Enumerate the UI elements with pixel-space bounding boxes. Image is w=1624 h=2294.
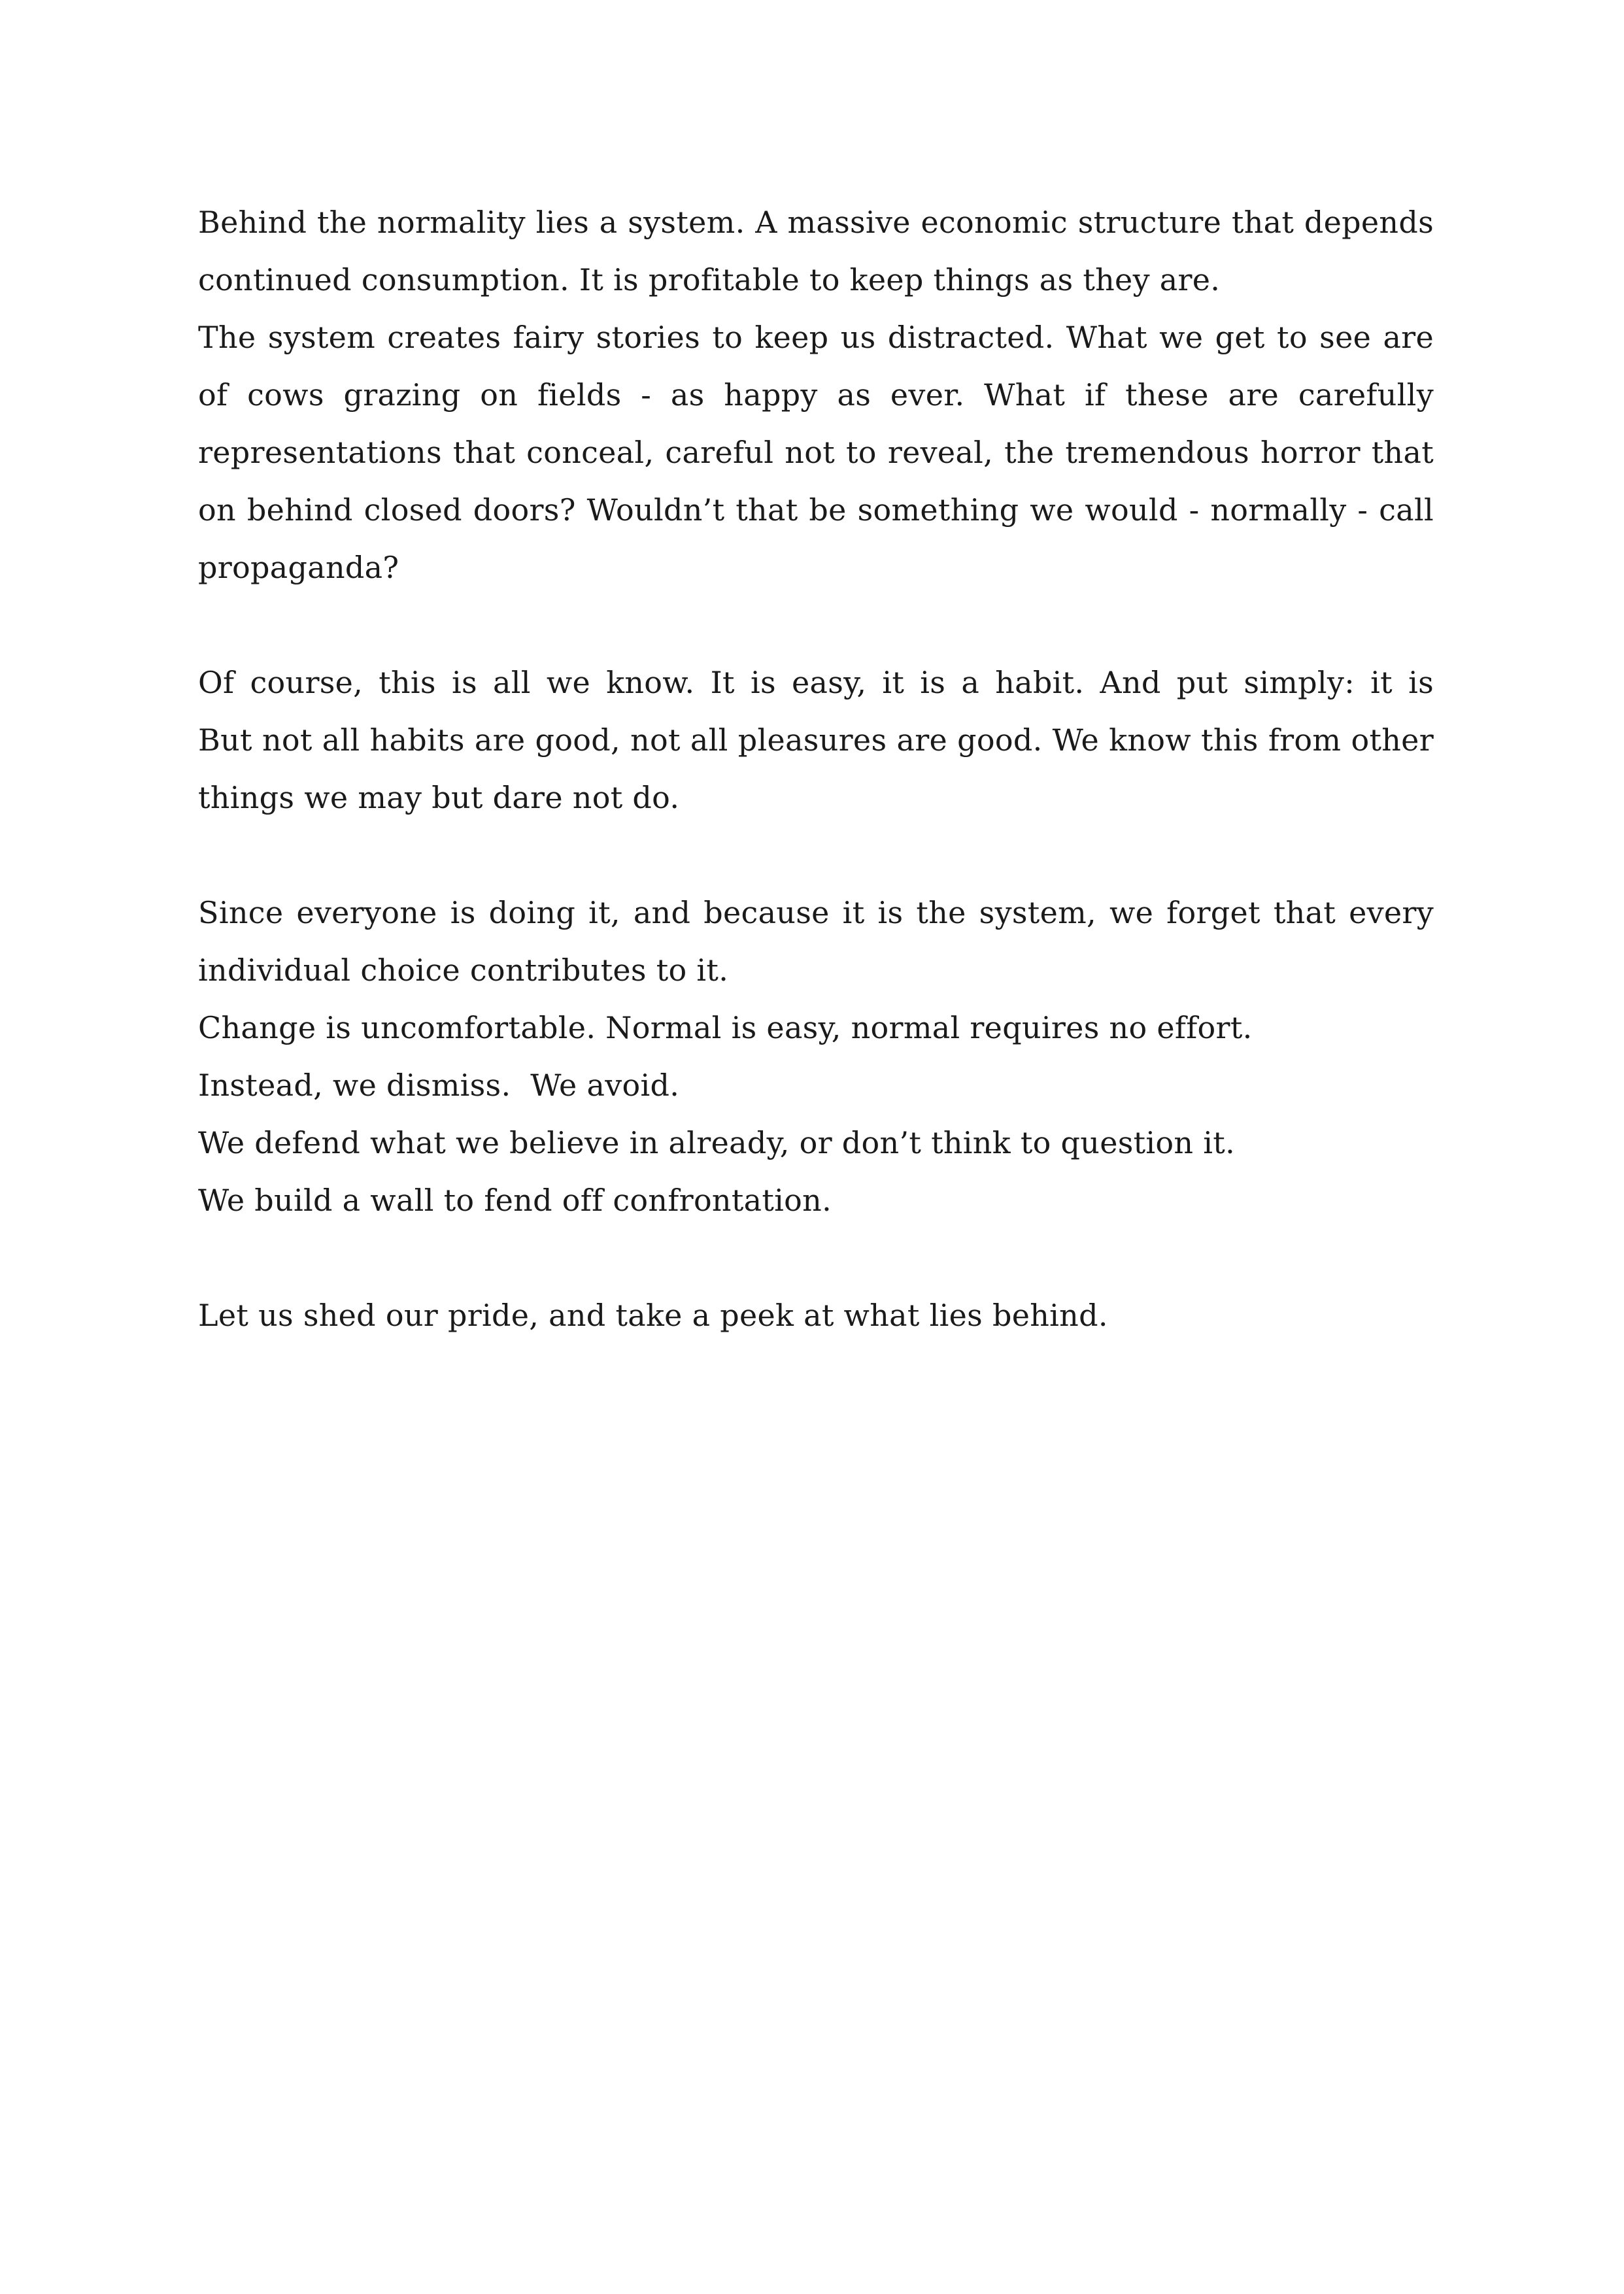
text-line: Of course, this is all we know. It is easy, it is a habit. And put simply: it is [198,665,1434,700]
text-line: individual choice contributes to it. [198,953,729,988]
text-line: We build a wall to fend off confrontation. [198,1183,832,1218]
text-line: But not all habits are good, not all pleasures are good. We know this from other [198,722,1434,758]
text-line: Change is uncomfortable. Normal is easy, normal requires no effort. [198,1010,1253,1045]
text-line: Behind the normality lies a system. A massive economic structure that depends [198,205,1434,240]
paragraph-gap [198,596,1434,654]
paragraph-gap [198,1229,1434,1287]
text-line: representations that conceal, careful not to reveal, the tremendous horror that [198,435,1434,470]
text-line: propaganda? [198,550,399,585]
text-line: continued consumption. It is profitable to keep things as they are. [198,262,1221,297]
text-line: Let us shed our pride, and take a peek at what lies behind. [198,1298,1108,1333]
document-body [198,194,1434,1344]
text-line: things we may but dare not do. [198,780,680,815]
text-line: of cows grazing on fields - as happy as ever. What if these are carefully [198,377,1434,413]
text-line: We defend what we believe in already, or don’t think to question it. [198,1125,1235,1160]
text-line: The system creates fairy stories to keep us distracted. What we get to see are [198,320,1434,355]
text-line: Instead, we dismiss. We avoid. [198,1068,680,1103]
text-line: Since everyone is doing it, and because it is the system, we forget that every [198,895,1434,930]
text-line: on behind closed doors? Wouldn’t that be something we would - normally - call [198,492,1434,528]
paragraph-gap [198,826,1434,884]
